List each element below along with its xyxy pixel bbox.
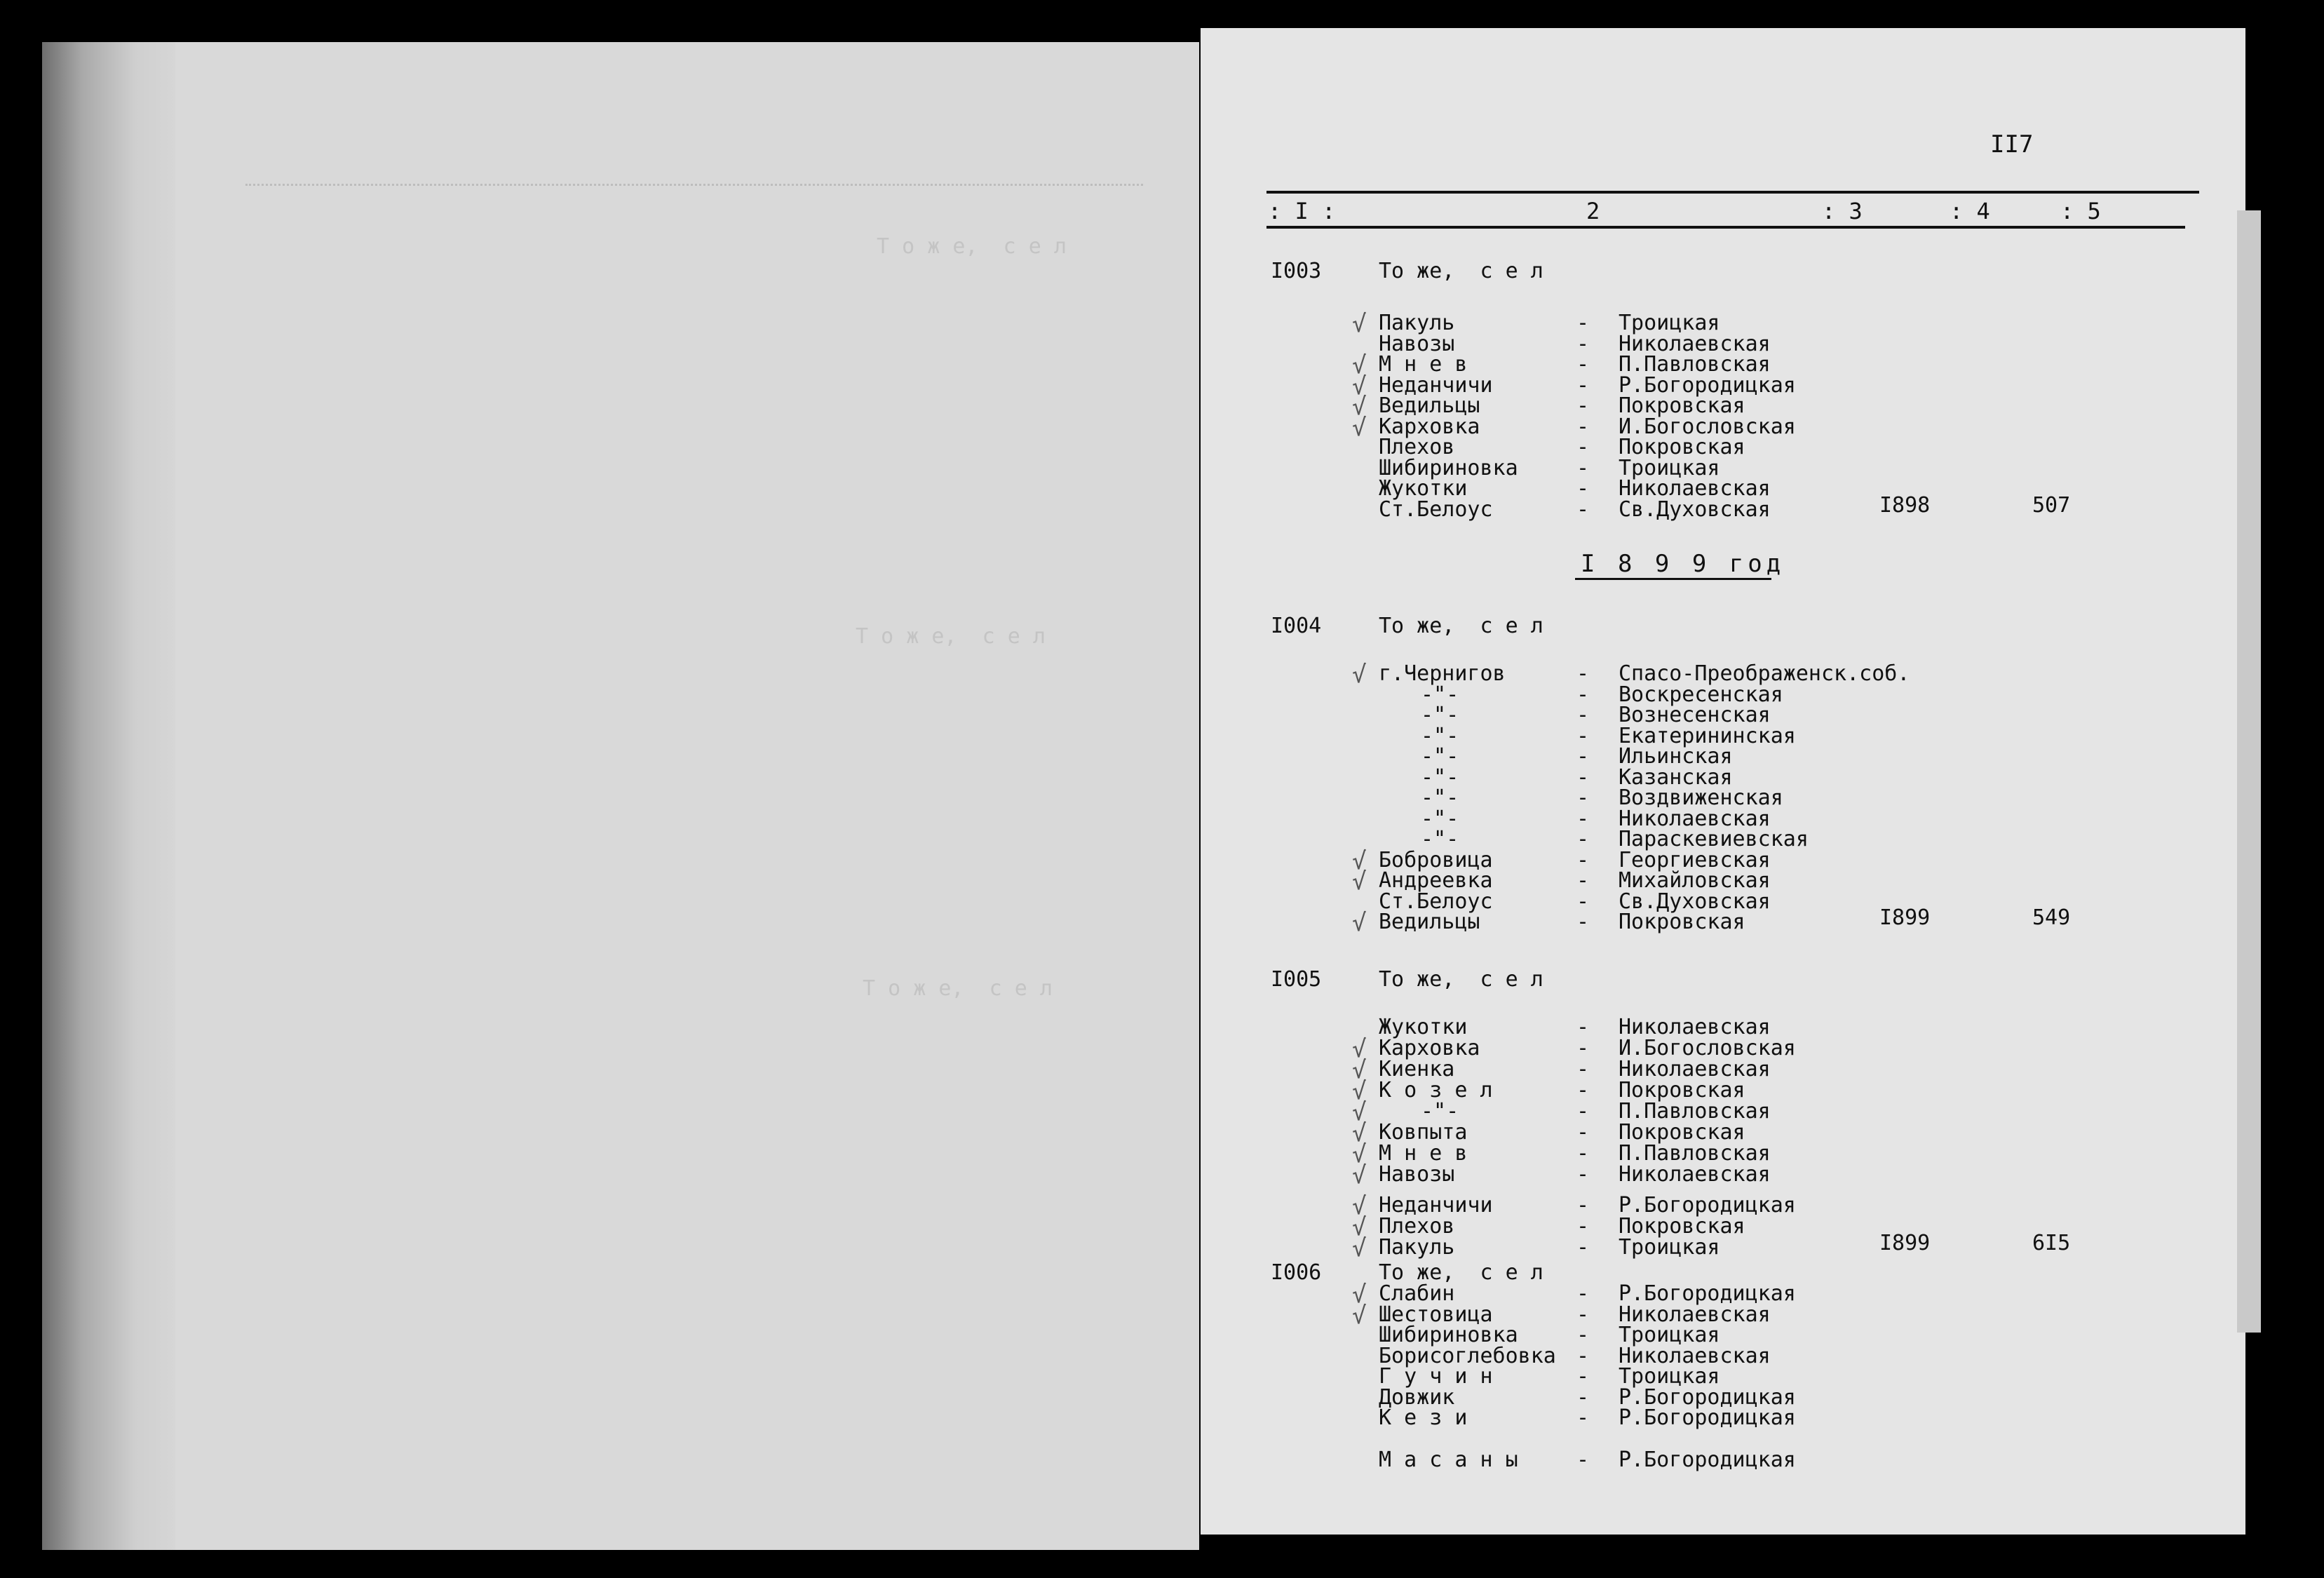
church-name: П.Павловская: [1619, 1099, 1771, 1124]
record-number: I003: [1271, 259, 1322, 283]
place-name: Шибириновка: [1379, 1323, 1518, 1347]
church-name: Воздвиженская: [1619, 785, 1783, 810]
dash-separator: -: [1576, 682, 1590, 707]
dash-separator: -: [1576, 1036, 1590, 1060]
checkmark-icon: √: [1352, 1035, 1367, 1063]
place-name: -"-: [1421, 703, 1459, 727]
dash-separator: -: [1576, 723, 1590, 748]
checkmark-icon: √: [1352, 1281, 1367, 1309]
place-name: Плехов: [1379, 1214, 1455, 1239]
place-name: -"-: [1421, 785, 1459, 810]
place-name: Неданчичи: [1379, 372, 1493, 398]
dash-separator: -: [1576, 1343, 1590, 1368]
checkmark-icon: √: [1352, 1161, 1367, 1189]
dash-separator: -: [1576, 372, 1590, 398]
church-name: Николаевская: [1619, 1015, 1771, 1039]
church-name: Спасо-Преображенск.соб.: [1619, 661, 1910, 686]
church-name: И.Богословская: [1619, 1036, 1796, 1060]
dash-separator: -: [1576, 1015, 1590, 1039]
dash-separator: -: [1576, 1099, 1590, 1124]
dash-separator: -: [1576, 1235, 1590, 1260]
place-name: -"-: [1421, 1099, 1459, 1124]
church-name: Троицкая: [1619, 311, 1720, 335]
record-heading: То же, с е л: [1379, 967, 1543, 992]
checkmark-icon: √: [1352, 372, 1367, 400]
church-name: Покровская: [1619, 1078, 1745, 1102]
bleed-text-1: Т о ж е, с е л: [877, 234, 1067, 259]
church-name: Покровская: [1619, 435, 1745, 459]
place-name: -"-: [1421, 744, 1459, 769]
place-name: Жукотки: [1379, 1015, 1468, 1039]
church-name: Николаевская: [1619, 1343, 1771, 1368]
dash-separator: -: [1576, 1057, 1590, 1081]
dash-separator: -: [1576, 352, 1590, 377]
page-number: II7: [1990, 130, 2034, 159]
dash-separator: -: [1576, 1162, 1590, 1187]
dash-separator: -: [1576, 847, 1590, 872]
dash-separator: -: [1576, 661, 1590, 686]
dash-separator: -: [1576, 311, 1590, 335]
church-name: Покровская: [1619, 910, 1745, 934]
year-heading-underline: [1575, 578, 1771, 580]
page-edge-tab: [2237, 210, 2261, 1333]
church-name: Николаевская: [1619, 1057, 1771, 1081]
place-name: Ст.Белоус: [1379, 889, 1493, 914]
place-name: -"-: [1421, 827, 1459, 851]
dash-separator: -: [1576, 806, 1590, 831]
church-name: Р.Богородицкая: [1619, 1447, 1796, 1472]
place-name: К е з и: [1379, 1405, 1468, 1430]
church-name: Николаевская: [1619, 476, 1771, 501]
checkmark-icon: √: [1352, 868, 1367, 896]
church-name: Николаевская: [1619, 1162, 1771, 1187]
place-name: М н е в: [1379, 1141, 1468, 1166]
bleed-text-2: Т о ж е, с е л: [856, 624, 1046, 649]
place-name: М а с а н ы: [1379, 1447, 1518, 1472]
dash-separator: -: [1576, 1193, 1590, 1218]
place-name: -"-: [1421, 723, 1459, 748]
dash-separator: -: [1576, 1214, 1590, 1239]
place-name: Жукотки: [1379, 476, 1468, 501]
record-number: I006: [1271, 1260, 1322, 1285]
church-name: Покровская: [1619, 1214, 1745, 1239]
place-name: Борисоглебовка: [1379, 1343, 1556, 1368]
place-name: Карховка: [1379, 1036, 1480, 1060]
bleed-text-3: Т о ж е, с е л: [863, 976, 1053, 1001]
record-heading: То же, с е л: [1379, 1260, 1543, 1285]
dash-separator: -: [1576, 1078, 1590, 1102]
dash-separator: -: [1576, 497, 1590, 522]
church-name: Св.Духовская: [1619, 497, 1771, 522]
header-rule-top: [1266, 191, 2199, 194]
dash-separator: -: [1576, 910, 1590, 934]
record-year: I899: [1879, 1231, 1931, 1255]
left-page: [42, 42, 1199, 1550]
church-name: Георгиевская: [1619, 847, 1771, 872]
place-name: М н е в: [1379, 352, 1468, 377]
checkmark-icon: √: [1352, 1140, 1367, 1168]
place-name: Слабин: [1379, 1281, 1455, 1306]
record-heading: То же, с е л: [1379, 259, 1543, 283]
checkmark-icon: √: [1352, 1119, 1367, 1147]
place-name: К о з е л: [1379, 1078, 1493, 1102]
church-name: Троицкая: [1619, 1364, 1720, 1389]
place-name: Шестовица: [1379, 1302, 1493, 1327]
column-header-1: : I :: [1268, 198, 1336, 224]
checkmark-icon: √: [1352, 413, 1367, 442]
record-count: 6I5: [2032, 1231, 2071, 1255]
place-name: Неданчичи: [1379, 1193, 1493, 1218]
dash-separator: -: [1576, 1281, 1590, 1306]
church-name: Р.Богородицкая: [1619, 1281, 1796, 1306]
place-name: -"-: [1421, 806, 1459, 831]
record-count: 507: [2032, 492, 2071, 518]
record-year: I899: [1879, 905, 1931, 930]
checkmark-icon: √: [1352, 1077, 1367, 1105]
church-name: И.Богословская: [1619, 414, 1796, 439]
church-name: Параскевиевская: [1619, 827, 1809, 851]
church-name: Р.Богородицкая: [1619, 1193, 1796, 1218]
place-name: Пакуль: [1379, 1235, 1455, 1260]
record-heading: То же, с е л: [1379, 614, 1543, 638]
place-name: Киенка: [1379, 1057, 1455, 1081]
checkmark-icon: √: [1352, 1098, 1367, 1126]
place-name: -"-: [1421, 764, 1459, 790]
place-name: Шибириновка: [1379, 455, 1518, 480]
dash-separator: -: [1576, 764, 1590, 790]
place-name: Андреевка: [1379, 868, 1493, 893]
place-name: Пакуль: [1379, 311, 1455, 335]
dash-separator: -: [1576, 1384, 1590, 1410]
church-name: Троицкая: [1619, 455, 1720, 480]
dash-separator: -: [1576, 476, 1590, 501]
book-spine-edge: [42, 42, 175, 1550]
column-header-3: : 3: [1822, 198, 1863, 224]
header-rule-bottom: [1266, 226, 2185, 229]
church-name: Покровская: [1619, 1120, 1745, 1145]
place-name: Ковпыта: [1379, 1120, 1468, 1145]
place-name: Карховка: [1379, 414, 1480, 439]
left-page-header-rule: [245, 184, 1143, 186]
place-name: Плехов: [1379, 435, 1455, 459]
church-name: П.Павловская: [1619, 352, 1771, 377]
church-name: Николаевская: [1619, 806, 1771, 831]
place-name: Г у ч и н: [1379, 1364, 1493, 1389]
dash-separator: -: [1576, 331, 1590, 356]
place-name: Навозы: [1379, 1162, 1455, 1187]
dash-separator: -: [1576, 1364, 1590, 1389]
place-name: Навозы: [1379, 331, 1455, 356]
dash-separator: -: [1576, 414, 1590, 439]
place-name: Бобровица: [1379, 847, 1493, 872]
church-name: Михайловская: [1619, 868, 1771, 893]
record-number: I005: [1271, 967, 1322, 992]
dash-separator: -: [1576, 435, 1590, 459]
dash-separator: -: [1576, 868, 1590, 893]
place-name: -"-: [1421, 682, 1459, 707]
dash-separator: -: [1576, 1447, 1590, 1472]
dash-separator: -: [1576, 703, 1590, 727]
dash-separator: -: [1576, 1141, 1590, 1166]
checkmark-icon: √: [1352, 847, 1367, 875]
church-name: Екатерининская: [1619, 723, 1796, 748]
checkmark-icon: √: [1352, 1234, 1367, 1262]
church-name: Р.Богородицкая: [1619, 372, 1796, 398]
checkmark-icon: √: [1352, 310, 1367, 338]
dash-separator: -: [1576, 1120, 1590, 1145]
place-name: Ведильцы: [1379, 393, 1480, 418]
place-name: Ст.Белоус: [1379, 497, 1493, 522]
record-count: 549: [2032, 905, 2071, 930]
place-name: Довжик: [1379, 1384, 1455, 1410]
checkmark-icon: √: [1352, 909, 1367, 937]
checkmark-icon: √: [1352, 1301, 1367, 1330]
checkmark-icon: √: [1352, 393, 1367, 421]
checkmark-icon: √: [1352, 1213, 1367, 1241]
checkmark-icon: √: [1352, 1192, 1367, 1220]
church-name: Троицкая: [1619, 1235, 1720, 1260]
checkmark-icon: √: [1352, 1056, 1367, 1084]
church-name: Св.Духовская: [1619, 889, 1771, 914]
church-name: Николаевская: [1619, 1302, 1771, 1327]
year-heading: I 8 9 9 год: [1581, 550, 1785, 578]
column-header-4: : 4: [1950, 198, 1990, 224]
dash-separator: -: [1576, 393, 1590, 418]
column-header-5: : 5: [2060, 198, 2101, 224]
place-name: Ведильцы: [1379, 910, 1480, 934]
church-name: П.Павловская: [1619, 1141, 1771, 1166]
church-name: Николаевская: [1619, 331, 1771, 356]
dash-separator: -: [1576, 1405, 1590, 1430]
church-name: Р.Богородицкая: [1619, 1405, 1796, 1430]
church-name: Вознесенская: [1619, 703, 1771, 727]
dash-separator: -: [1576, 455, 1590, 480]
column-header-2: 2: [1586, 198, 1600, 224]
checkmark-icon: √: [1352, 661, 1367, 689]
church-name: Р.Богородицкая: [1619, 1384, 1796, 1410]
place-name: г.Чернигов: [1379, 661, 1506, 686]
church-name: Воскресенская: [1619, 682, 1783, 707]
church-name: Казанская: [1619, 764, 1733, 790]
dash-separator: -: [1576, 889, 1590, 914]
dash-separator: -: [1576, 744, 1590, 769]
dash-separator: -: [1576, 785, 1590, 810]
church-name: Троицкая: [1619, 1323, 1720, 1347]
record-year: I898: [1879, 492, 1931, 518]
church-name: Ильинская: [1619, 744, 1733, 769]
dash-separator: -: [1576, 1323, 1590, 1347]
record-number: I004: [1271, 614, 1322, 638]
church-name: Покровская: [1619, 393, 1745, 418]
dash-separator: -: [1576, 827, 1590, 851]
dash-separator: -: [1576, 1302, 1590, 1327]
checkmark-icon: √: [1352, 351, 1367, 379]
